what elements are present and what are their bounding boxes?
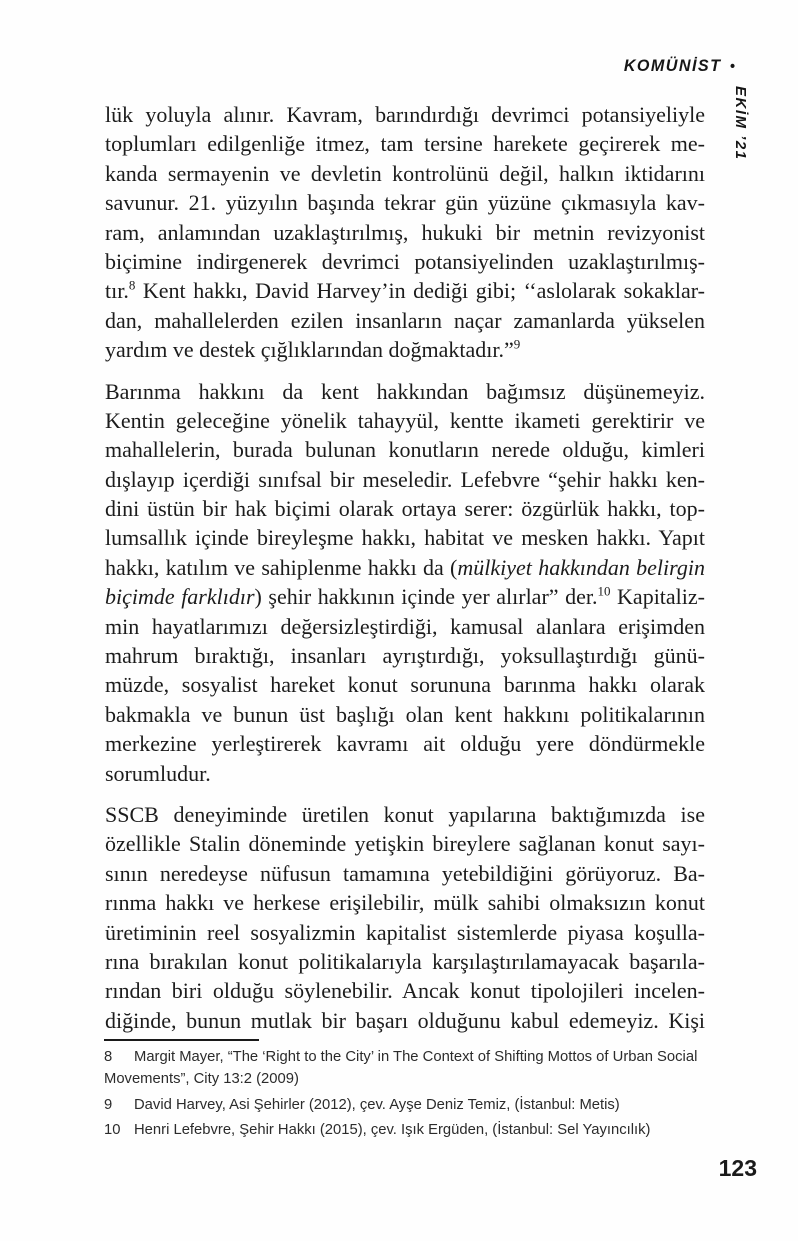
text-line: üretiminin reel sosyalizmin kapitalist sistemlerde piyasa koşulla- — [105, 919, 705, 945]
text-line: savunur. 21. yüzyılın başında tekrar gün yüzüne çıkmasıyla kav- — [105, 190, 705, 216]
text-line: min hayatlarımızı değersizleştirdiği, kamusal alanlara erişimden — [105, 613, 705, 639]
page-number: 123 — [718, 1155, 757, 1181]
text-line: SSCB deneyiminde üretilen konut yapılarına baktığımızda ise — [105, 801, 705, 827]
text-line: lük yoluyla alınır. Kavram, barındırdığı devrimci potansiyeliyle — [105, 102, 705, 127]
footnote-number: 8 — [104, 1049, 113, 1065]
text-line: dini üstün bir hak biçimi olarak ortaya serer: özgürlük hakkı, top- — [105, 496, 705, 522]
footnote-rule — [104, 1039, 259, 1041]
text-line: dan, mahallelerden ezilen insanların naçar zamanlarda yükselen — [105, 307, 705, 333]
paragraph — [105, 377, 705, 788]
text-line: rından biri olduğu söylenebilir. Ancak konut tipolojileri incelen- — [105, 978, 705, 1004]
text-line: tır.$^8$ Kent hakkı, David Harvey’in dediği gibi; ‘‘aslolarak sokaklar- — [105, 278, 705, 304]
text-line: rınma hakkı ve herkese erişilebilir, mülk sahibi olmaksızın konut — [105, 890, 705, 916]
paragraph — [105, 100, 705, 365]
text-line: hakkı, katılım ve sahiplenme hakkı da (mülkiyet hakkından belirgin — [105, 554, 705, 580]
text-line: kanda sermayenin ve devletin kontrolünü değil, halkın iktidarını — [105, 160, 705, 186]
text-line: özellikle Stalin döneminde yetişkin bireylere sağlanan konut sayı- — [105, 831, 705, 857]
footnote — [104, 1094, 706, 1116]
running-head — [624, 56, 735, 76]
text-line: dışlayıp içerdiği sınıfsal bir meseledir. Lefebvre “şehir hakkı ken- — [105, 466, 705, 492]
text-line: sının neredeyse nüfusun tamamına yetebildiğini görüyoruz. Ba- — [105, 860, 705, 886]
text-line: biçimine indirgenerek devrimci potansiyelinden uzaklaştırılmış- — [105, 248, 705, 274]
footnote-number: 10 — [104, 1122, 121, 1139]
bullet-icon: • — [729, 57, 735, 75]
text-line: ram, anlamından uzaklaştırılmış, hukuki bir metnin revizyonist — [105, 219, 705, 245]
footnote-list — [104, 1046, 706, 1142]
text-line: müzde, sosyalist hareket konut sorununa barınma hakkı olarak — [105, 672, 705, 698]
paragraph — [105, 800, 705, 1035]
text-line: mahallelerin, burada bulunan konutların nerede olduğu, kimleri — [105, 437, 705, 463]
footnote-text: Margit Mayer, “The ‘Right to the City’ in The Context of Shifting Mottos of Urban Social Movements”, City 13:2 (2009) — [104, 1049, 698, 1088]
text-line: yardım ve destek çığlıklarından doğmaktadır.”$^9$ — [105, 336, 521, 363]
footnote-number: 9 — [104, 1096, 113, 1113]
footnote — [104, 1046, 706, 1091]
issue-label: EKİM ’21 — [732, 86, 749, 161]
footnotes-section — [104, 1039, 706, 1145]
text-line: toplumları edilgenliğe itmez, tam tersine harekete geçirerek me- — [105, 131, 705, 157]
body-text — [105, 100, 705, 1047]
magazine-title: KOMÜNİST — [623, 56, 722, 75]
text-line: Kentin geleceğine yönelik tahayyül, kentte ikameti gerektirir ve — [105, 407, 705, 433]
text-line: merkezine yerleştirerek kavramı ait olduğu yere döndürmekle — [105, 731, 705, 757]
text-line: Barınma hakkını da kent hakkından bağımsız düşünemeyiz. — [105, 378, 705, 404]
footnote-text: David Harvey, Asi Şehirler (2012), çev. Ayşe Deniz Temiz, (İstanbul: Metis) — [134, 1096, 620, 1113]
text-line: bakmakla ve bunun üst başlığı olan kent hakkını politikalarının — [105, 701, 705, 727]
text-line: lumsallık içinde bireyleşme hakkı, habitat ve mesken hakkı. Yapıt — [105, 525, 705, 551]
text-line: biçimde farklıdır) şehir hakkının içinde yer alırlar” der.$^{10}$ Kapitaliz- — [105, 583, 705, 610]
footnote-text: Henri Lefebvre, Şehir Hakkı (2015), çev. Işık Ergüden, (İstanbul: Sel Yayıncılık) — [134, 1122, 651, 1139]
footnote — [104, 1119, 706, 1141]
text-line: sorumludur. — [105, 760, 211, 786]
text-line: rına bırakılan konut politikalarıyla karşılaştırılamayacak başarıla- — [105, 948, 705, 974]
text-line: diğinde, bunun mutlak bir başarı olduğunu kabul edemeyiz. Kişi — [105, 1007, 705, 1033]
text-line: mahrum bıraktığı, insanları ayrıştırdığı, yoksullaştırdığı günü- — [105, 643, 705, 669]
